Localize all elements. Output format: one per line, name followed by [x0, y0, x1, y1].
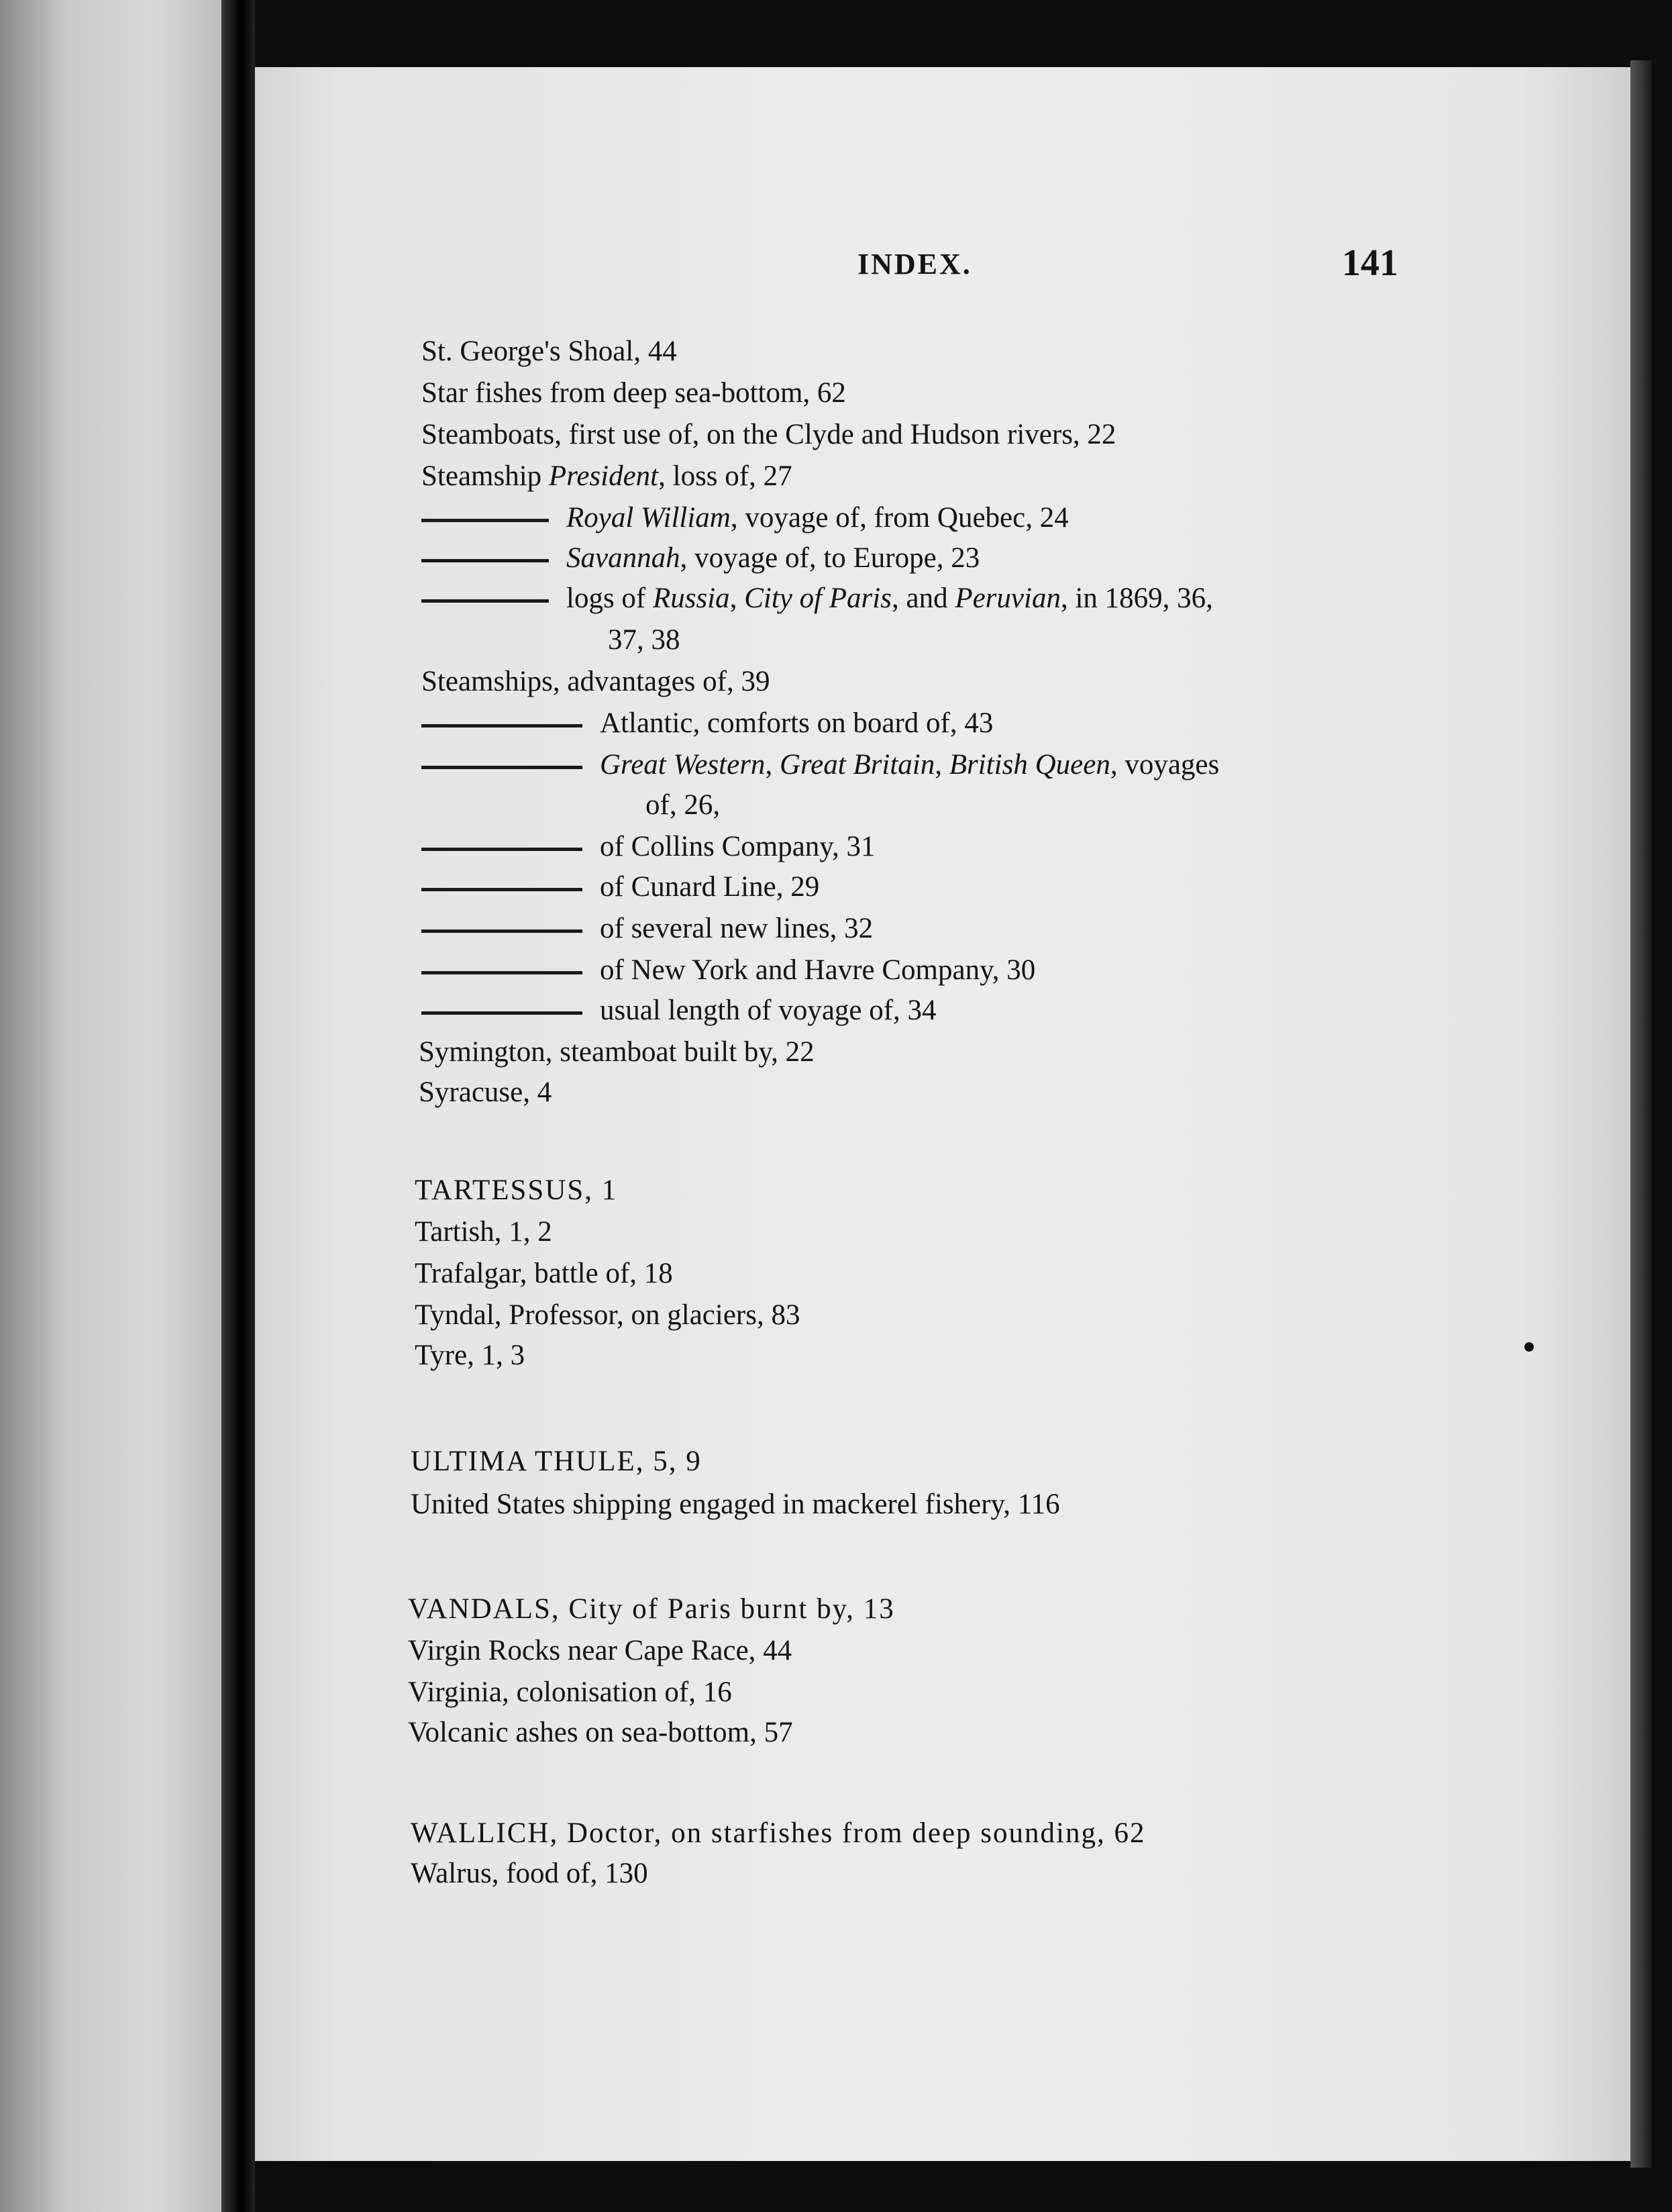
index-subentry: of several new lines, 32 — [421, 914, 873, 943]
index-subentry: of Collins Company, 31 — [421, 832, 876, 861]
ditto-dash — [421, 559, 549, 562]
index-subentry: Great Western, Great Britain, British Queen, voyages — [421, 750, 1219, 779]
page-edge — [1630, 60, 1652, 2168]
index-entry: VANDALS, City of Paris burnt by, 13 — [408, 1593, 895, 1625]
index-entry: Star fishes from deep sea-bottom, 62 — [421, 377, 846, 409]
ditto-dash — [421, 929, 582, 933]
index-entry: Symington, steamboat built by, 22 — [419, 1036, 815, 1068]
index-entry: St. George's Shoal, 44 — [421, 336, 677, 367]
index-entry: Tyndal, Professor, on glaciers, 83 — [415, 1299, 800, 1331]
index-subentry: of Cunard Line, 29 — [421, 872, 819, 901]
index-subentry: Savannah, voyage of, to Europe, 23 — [421, 544, 980, 572]
index-entry: Tartish, 1, 2 — [415, 1216, 552, 1248]
facing-page — [0, 0, 221, 2212]
ditto-dash — [421, 848, 582, 851]
ditto-dash — [421, 599, 549, 603]
ditto-dash — [421, 766, 582, 769]
index-entry: United States shipping engaged in mackerel fishery, 116 — [411, 1489, 1060, 1520]
index-entry: Syracuse, 4 — [419, 1076, 552, 1108]
index-subentry: logs of Russia, City of Paris, and Peruvian, in 1869, 36, — [421, 584, 1213, 613]
ditto-dash — [421, 888, 582, 891]
index-entry: Steamship President, loss of, 27 — [421, 460, 792, 492]
ink-speck — [1524, 1342, 1534, 1352]
index-subentry: of New York and Havre Company, 30 — [421, 956, 1035, 985]
index-subentry: Atlantic, comforts on board of, 43 — [421, 709, 993, 738]
index-subentry: Royal William, voyage of, from Quebec, 24 — [421, 503, 1069, 532]
ditto-dash — [421, 971, 582, 974]
index-entry: Virginia, colonisation of, 16 — [408, 1676, 732, 1708]
index-entry: Steamboats, first use of, on the Clyde and Hudson rivers, 22 — [421, 419, 1116, 450]
index-entry: Trafalgar, battle of, 18 — [415, 1258, 673, 1289]
index-entry: Tyre, 1, 3 — [415, 1340, 525, 1371]
index-entry: Walrus, food of, 130 — [411, 1858, 648, 1889]
page-number: 141 — [1342, 242, 1398, 284]
index-entry: TARTESSUS, 1 — [415, 1174, 618, 1206]
index-entry: ULTIMA THULE, 5, 9 — [411, 1446, 702, 1477]
running-header: INDEX. — [857, 248, 972, 281]
index-continuation: 37, 38 — [608, 624, 680, 656]
index-entry: WALLICH, Doctor, on starfishes from deep sounding, 62 — [411, 1817, 1146, 1849]
index-continuation: of, 26, — [645, 789, 721, 821]
ditto-dash — [421, 519, 549, 522]
index-entry: Virgin Rocks near Cape Race, 44 — [408, 1635, 792, 1666]
index-entry: Steamships, advantages of, 39 — [421, 666, 770, 697]
ditto-dash — [421, 724, 582, 727]
ditto-dash — [421, 1011, 582, 1015]
index-entry: Volcanic ashes on sea-bottom, 57 — [408, 1717, 793, 1748]
index-subentry: usual length of voyage of, 34 — [421, 996, 937, 1025]
book-gutter — [221, 0, 255, 2212]
